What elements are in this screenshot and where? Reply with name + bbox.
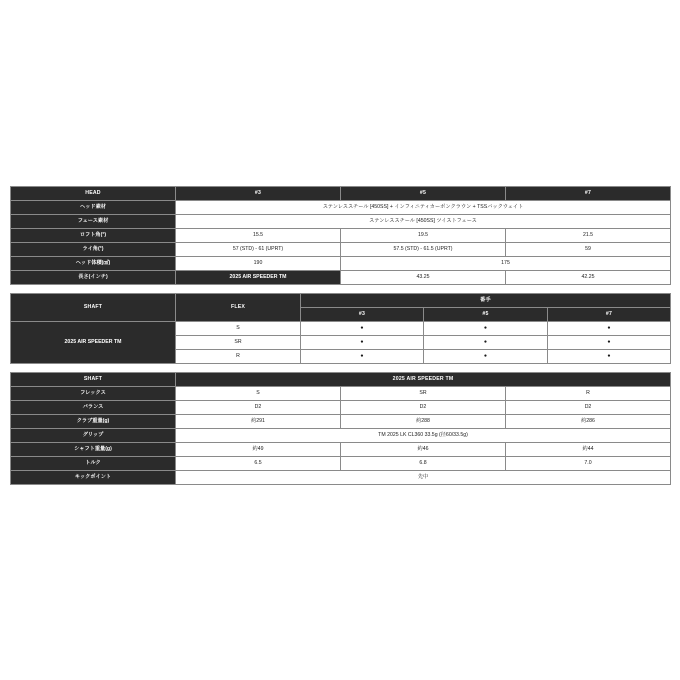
- table-row: [11, 415, 671, 429]
- availability-mark: ●: [301, 350, 424, 364]
- flex-availability-table: [10, 293, 671, 364]
- row-value: 約286: [506, 415, 671, 429]
- row-value: 175: [341, 257, 671, 271]
- row-value: D2: [341, 401, 506, 415]
- table-row: [11, 243, 671, 257]
- flex-value: S: [176, 322, 301, 336]
- availability-mark: ●: [424, 336, 548, 350]
- row-value: D2: [176, 401, 341, 415]
- row-value: 約44: [506, 443, 671, 457]
- row-label: シャフト重量(g): [11, 443, 176, 457]
- availability-mark: ●: [548, 350, 671, 364]
- row-label: キックポイント: [11, 471, 176, 485]
- table-row: [11, 429, 671, 443]
- availability-mark: ●: [548, 322, 671, 336]
- availability-mark: ●: [548, 336, 671, 350]
- row-value: R: [506, 387, 671, 401]
- row-value: 190: [176, 257, 341, 271]
- row-label: フレックス: [11, 387, 176, 401]
- table-row: [11, 257, 671, 271]
- row-value-all: ステンレススチール [450SS] ツイストフェース: [176, 215, 671, 229]
- row-value: 42.25: [506, 271, 671, 285]
- row-label: 長さ(インチ): [11, 271, 176, 285]
- flex-col-header: FLEX: [176, 294, 301, 322]
- table-row: [11, 387, 671, 401]
- row-value: 57 (STD) - 61 (UPRT): [176, 243, 341, 257]
- row-value: 6.5: [176, 457, 341, 471]
- row-value: 約291: [176, 415, 341, 429]
- head-col-3: #3: [176, 187, 341, 201]
- flex-col-5: #5: [424, 308, 548, 322]
- flex-shaft-name: 2025 AIR SPEEDER TM: [11, 322, 176, 364]
- row-value: S: [176, 387, 341, 401]
- table-row: [11, 294, 671, 308]
- availability-mark: ●: [301, 336, 424, 350]
- table-row: [11, 401, 671, 415]
- row-value-all: TM 2025 LK CL360 33.5g (径60/33.5g): [176, 429, 671, 443]
- head-spec-table: [10, 186, 671, 285]
- row-value: 約46: [341, 443, 506, 457]
- availability-mark: ●: [424, 350, 548, 364]
- row-label: ロフト角(°): [11, 229, 176, 243]
- row-label: ライ角(°): [11, 243, 176, 257]
- row-value: SR: [341, 387, 506, 401]
- row-value: 約49: [176, 443, 341, 457]
- row-label: フェース素材: [11, 215, 176, 229]
- row-value: 7.0: [506, 457, 671, 471]
- table-row: [11, 187, 671, 201]
- row-label: ヘッド素材: [11, 201, 176, 215]
- row-value: 43.25: [341, 271, 506, 285]
- row-value: 15.5: [176, 229, 341, 243]
- shaft-spec-table: [10, 372, 671, 485]
- spec-tables-container: [10, 186, 670, 485]
- table-row: [11, 471, 671, 485]
- shaft-name-header: 2025 AIR SPEEDER TM: [176, 373, 671, 387]
- shaft-col-header: SHAFT: [11, 373, 176, 387]
- row-value: 約288: [341, 415, 506, 429]
- row-value: 59: [506, 243, 671, 257]
- head-col-7: #7: [506, 187, 671, 201]
- row-shaft-name: 2025 AIR SPEEDER TM: [176, 271, 341, 285]
- table-row: [11, 457, 671, 471]
- row-value: 19.5: [341, 229, 506, 243]
- row-value: 21.5: [506, 229, 671, 243]
- table-row: [11, 443, 671, 457]
- table-row: [11, 322, 671, 336]
- table-row: [11, 271, 671, 285]
- table-row: [11, 229, 671, 243]
- row-label: クラブ重量(g): [11, 415, 176, 429]
- flex-value: R: [176, 350, 301, 364]
- row-value: D2: [506, 401, 671, 415]
- availability-mark: ●: [301, 322, 424, 336]
- row-label: ヘッド体積(㎤): [11, 257, 176, 271]
- flex-col-3: #3: [301, 308, 424, 322]
- flex-value: SR: [176, 336, 301, 350]
- row-label: トルク: [11, 457, 176, 471]
- availability-mark: ●: [424, 322, 548, 336]
- row-label: グリップ: [11, 429, 176, 443]
- flex-col-7: #7: [548, 308, 671, 322]
- head-col-header: HEAD: [11, 187, 176, 201]
- row-value-all: 先中: [176, 471, 671, 485]
- flex-number-group-header: 番手: [301, 294, 671, 308]
- table-row: [11, 201, 671, 215]
- row-value: 6.8: [341, 457, 506, 471]
- row-value-all: ステンレススチール [450SS] + インフィニティカーボンクラウン + TSSバックウェイト: [176, 201, 671, 215]
- flex-shaft-col-header: SHAFT: [11, 294, 176, 322]
- row-label: バランス: [11, 401, 176, 415]
- head-col-5: #5: [341, 187, 506, 201]
- table-row: [11, 215, 671, 229]
- table-row: [11, 373, 671, 387]
- row-value: 57.5 (STD) - 61.5 (UPRT): [341, 243, 506, 257]
